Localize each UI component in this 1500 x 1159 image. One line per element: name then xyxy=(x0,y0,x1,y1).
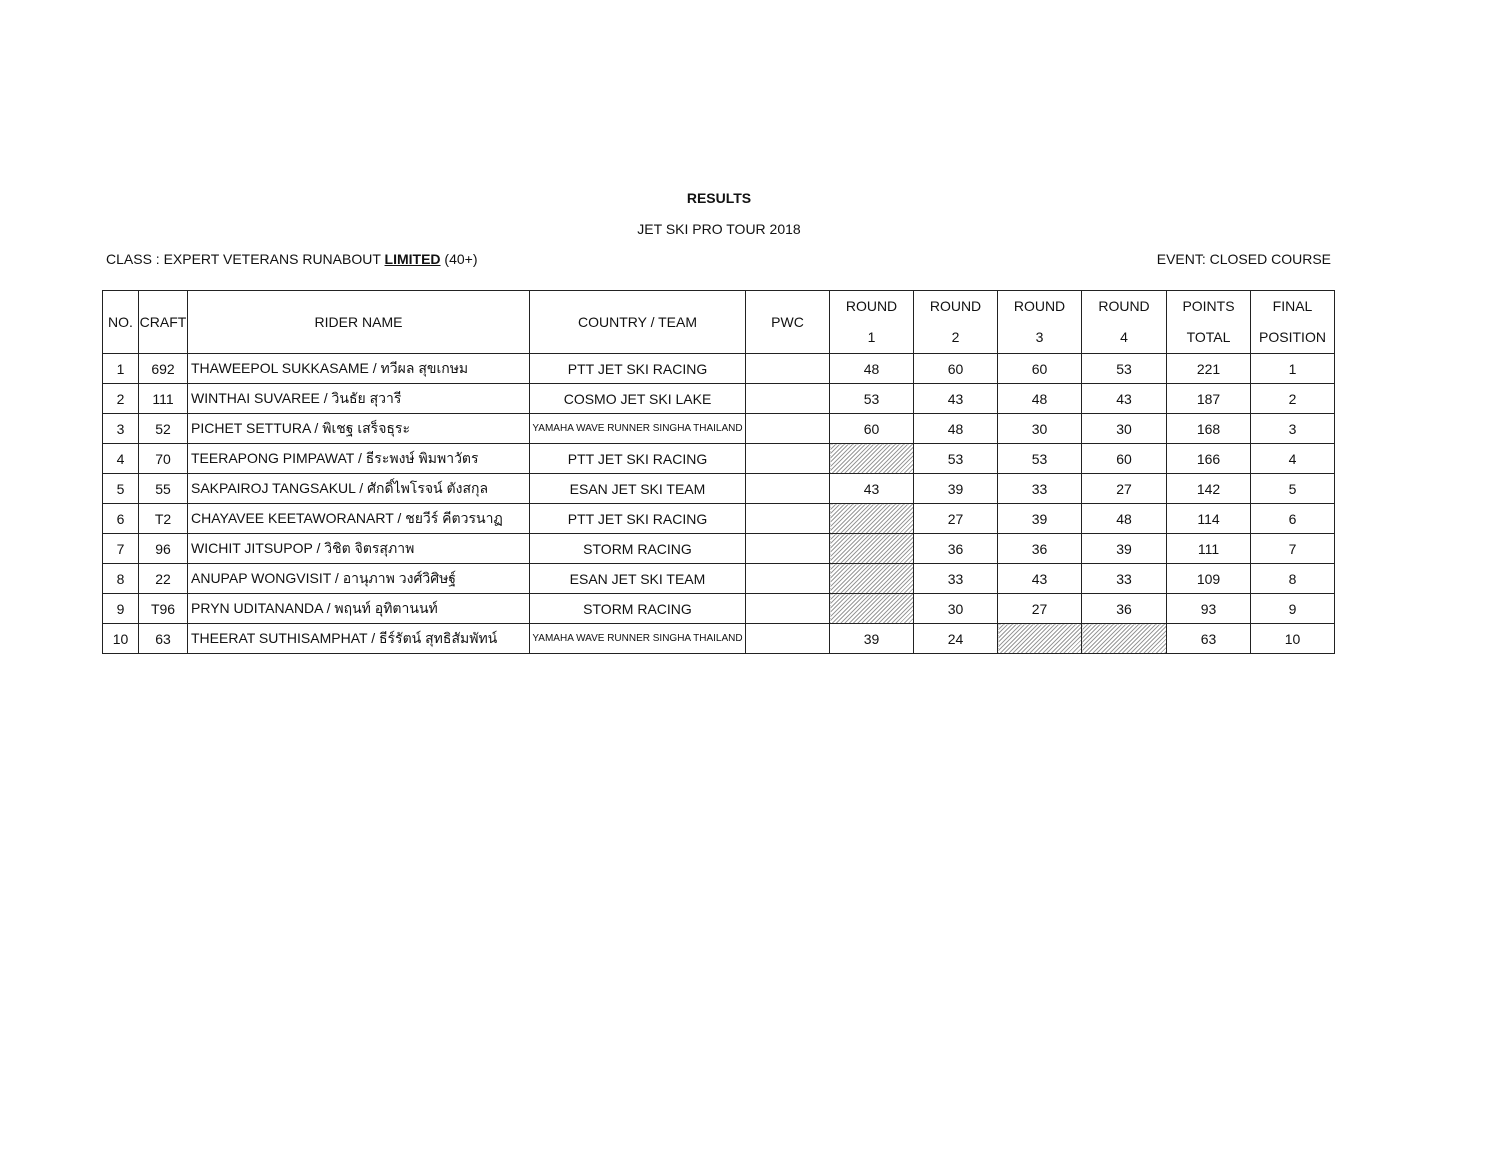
cell-final-position: 10 xyxy=(1251,624,1335,654)
cell-final-position: 9 xyxy=(1251,594,1335,624)
cell-points-total: 168 xyxy=(1167,414,1251,444)
cell-round-2: 30 xyxy=(914,594,998,624)
cell-round-3: 43 xyxy=(998,564,1082,594)
cell-round-1: 43 xyxy=(830,474,914,504)
cell-final-position: 1 xyxy=(1251,354,1335,384)
cell-pwc xyxy=(746,564,830,594)
cell-pwc xyxy=(746,474,830,504)
cell-round-3: 60 xyxy=(998,354,1082,384)
table-row xyxy=(103,444,1335,474)
header-round-2-number: 2 xyxy=(951,329,960,345)
header-round-3-label: ROUND xyxy=(1013,298,1066,314)
header-round-1 xyxy=(830,291,914,354)
cell-round-2: 36 xyxy=(914,534,998,564)
cell-round-4: 48 xyxy=(1082,504,1167,534)
cell-points-total: 142 xyxy=(1167,474,1251,504)
cell-no: 9 xyxy=(103,594,139,624)
cell-final-position: 3 xyxy=(1251,414,1335,444)
cell-round-2: 27 xyxy=(914,504,998,534)
cell-pwc xyxy=(746,384,830,414)
cell-country-team: COSMO JET SKI LAKE xyxy=(530,384,746,414)
cell-points-total: 93 xyxy=(1167,594,1251,624)
cell-final-position: 2 xyxy=(1251,384,1335,414)
cell-no: 6 xyxy=(103,504,139,534)
cell-rider-name: ANUPAP WONGVISIT / อานุภาพ วงศ์วิศิษฐ์ xyxy=(188,564,530,594)
cell-round-3: 48 xyxy=(998,384,1082,414)
cell-round-2: 43 xyxy=(914,384,998,414)
cell-rider-name: PICHET SETTURA / พิเชฐ เสร็จธุระ xyxy=(188,414,530,444)
page-subtitle: JET SKI PRO TOUR 2018 xyxy=(637,221,801,237)
header-country-team: COUNTRY / TEAM xyxy=(530,291,746,354)
cell-pwc xyxy=(746,444,830,474)
cell-craft: 63 xyxy=(139,624,188,654)
class-info xyxy=(106,251,478,267)
cell-craft: 692 xyxy=(139,354,188,384)
cell-round-3: 30 xyxy=(998,414,1082,444)
header-position-label: POSITION xyxy=(1259,329,1326,345)
table-row xyxy=(103,504,1335,534)
cell-final-position: 8 xyxy=(1251,564,1335,594)
cell-round-1: 48 xyxy=(830,354,914,384)
cell-round-4-hatched xyxy=(1082,624,1167,654)
cell-round-4: 43 xyxy=(1082,384,1167,414)
cell-country-team: STORM RACING xyxy=(530,534,746,564)
cell-round-3: 36 xyxy=(998,534,1082,564)
cell-round-2: 33 xyxy=(914,564,998,594)
page-title: RESULTS xyxy=(686,190,752,206)
event-info: EVENT: CLOSED COURSE xyxy=(1156,251,1331,267)
table-row xyxy=(103,594,1335,624)
header-round-4-label: ROUND xyxy=(1098,298,1150,314)
header-craft: CRAFT xyxy=(139,291,188,354)
cell-round-3: 53 xyxy=(998,444,1082,474)
cell-round-4: 39 xyxy=(1082,534,1167,564)
cell-no: 7 xyxy=(103,534,139,564)
class-info-prefix: CLASS : EXPERT VETERANS RUNABOUT xyxy=(106,251,385,267)
cell-country-team: ESAN JET SKI TEAM xyxy=(530,474,746,504)
table-row xyxy=(103,564,1335,594)
cell-country-team: PTT JET SKI RACING xyxy=(530,354,746,384)
cell-country-team: PTT JET SKI RACING xyxy=(530,444,746,474)
cell-pwc xyxy=(746,414,830,444)
results-body xyxy=(103,354,1335,654)
cell-craft: 96 xyxy=(139,534,188,564)
cell-points-total: 109 xyxy=(1167,564,1251,594)
cell-round-1: 39 xyxy=(830,624,914,654)
cell-rider-name: PRYN UDITANANDA / พฤนท์ อุทิตานนท์ xyxy=(188,594,530,624)
cell-no: 2 xyxy=(103,384,139,414)
cell-round-2: 24 xyxy=(914,624,998,654)
cell-round-1-hatched xyxy=(830,534,914,564)
cell-round-1: 60 xyxy=(830,414,914,444)
header-points-total xyxy=(1167,291,1251,354)
cell-no: 3 xyxy=(103,414,139,444)
cell-round-1-hatched xyxy=(830,594,914,624)
cell-pwc xyxy=(746,534,830,564)
table-row xyxy=(103,474,1335,504)
cell-round-4: 27 xyxy=(1082,474,1167,504)
cell-no: 5 xyxy=(103,474,139,504)
header-round-3 xyxy=(998,291,1082,354)
cell-craft: 55 xyxy=(139,474,188,504)
cell-country-team: YAMAHA WAVE RUNNER SINGHA THAILAND xyxy=(530,414,746,444)
header-final-position xyxy=(1251,291,1335,354)
cell-round-4: 30 xyxy=(1082,414,1167,444)
cell-pwc xyxy=(746,504,830,534)
cell-round-1: 53 xyxy=(830,384,914,414)
header-final-label: FINAL xyxy=(1272,298,1313,314)
cell-rider-name: WICHIT JITSUPOP / วิชิต จิตรสุภาพ xyxy=(188,534,530,564)
cell-country-team: YAMAHA WAVE RUNNER SINGHA THAILAND xyxy=(530,624,746,654)
header-pwc: PWC xyxy=(746,291,830,354)
cell-round-2: 48 xyxy=(914,414,998,444)
cell-no: 1 xyxy=(103,354,139,384)
cell-points-total: 63 xyxy=(1167,624,1251,654)
cell-round-4: 53 xyxy=(1082,354,1167,384)
cell-craft: T2 xyxy=(139,504,188,534)
cell-rider-name: WINTHAI SUVAREE / วินธัย สุวารี xyxy=(188,384,530,414)
cell-country-team: PTT JET SKI RACING xyxy=(530,504,746,534)
class-info-emphasis: LIMITED xyxy=(384,251,441,267)
cell-points-total: 111 xyxy=(1167,534,1251,564)
header-round-2-label: ROUND xyxy=(929,298,982,314)
cell-rider-name: CHAYAVEE KEETAWORANART / ชยวีร์ คีตวรนาฏ xyxy=(188,504,530,534)
cell-pwc xyxy=(746,594,830,624)
header-points-label: POINTS xyxy=(1182,298,1235,314)
header-round-4 xyxy=(1082,291,1167,354)
table-row xyxy=(103,354,1335,384)
table-row xyxy=(103,414,1335,444)
header-round-1-label: ROUND xyxy=(845,298,898,314)
cell-craft: 52 xyxy=(139,414,188,444)
cell-round-1-hatched xyxy=(830,564,914,594)
cell-final-position: 4 xyxy=(1251,444,1335,474)
header-round-3-number: 3 xyxy=(1035,329,1044,345)
cell-no: 4 xyxy=(103,444,139,474)
header-no: NO. xyxy=(103,291,139,354)
cell-round-2: 39 xyxy=(914,474,998,504)
cell-final-position: 5 xyxy=(1251,474,1335,504)
results-table xyxy=(102,290,1335,654)
header-row xyxy=(103,291,1335,354)
cell-country-team: ESAN JET SKI TEAM xyxy=(530,564,746,594)
cell-round-4: 36 xyxy=(1082,594,1167,624)
cell-round-3-hatched xyxy=(998,624,1082,654)
cell-round-4: 33 xyxy=(1082,564,1167,594)
cell-round-3: 27 xyxy=(998,594,1082,624)
cell-round-2: 60 xyxy=(914,354,998,384)
header-round-4-number: 4 xyxy=(1120,329,1128,345)
header-round-2 xyxy=(914,291,998,354)
cell-round-2: 53 xyxy=(914,444,998,474)
header-round-1-number: 1 xyxy=(867,329,876,345)
cell-round-4: 60 xyxy=(1082,444,1167,474)
table-row xyxy=(103,534,1335,564)
cell-rider-name: SAKPAIROJ TANGSAKUL / ศักดิ์ไพโรจน์ ตังสกุล xyxy=(188,474,530,504)
cell-round-3: 33 xyxy=(998,474,1082,504)
cell-points-total: 166 xyxy=(1167,444,1251,474)
cell-no: 8 xyxy=(103,564,139,594)
cell-final-position: 7 xyxy=(1251,534,1335,564)
cell-round-1-hatched xyxy=(830,444,914,474)
cell-points-total: 114 xyxy=(1167,504,1251,534)
cell-final-position: 6 xyxy=(1251,504,1335,534)
header-rider-name: RIDER NAME xyxy=(188,291,530,354)
cell-rider-name: TEERAPONG PIMPAWAT / ธีระพงษ์ พิมพาวัตร xyxy=(188,444,530,474)
cell-rider-name: THAWEEPOL SUKKASAME / ทวีผล สุขเกษม xyxy=(188,354,530,384)
cell-craft: 70 xyxy=(139,444,188,474)
table-row xyxy=(103,384,1335,414)
table-row xyxy=(103,624,1335,654)
cell-points-total: 221 xyxy=(1167,354,1251,384)
cell-rider-name: THEERAT SUTHISAMPHAT / ธีร์รัตน์ สุทธิสัมพัทน์ xyxy=(188,624,530,654)
cell-pwc xyxy=(746,354,830,384)
cell-craft: T96 xyxy=(139,594,188,624)
cell-country-team: STORM RACING xyxy=(530,594,746,624)
cell-craft: 22 xyxy=(139,564,188,594)
cell-round-3: 39 xyxy=(998,504,1082,534)
cell-round-1-hatched xyxy=(830,504,914,534)
header-total-label: TOTAL xyxy=(1186,329,1231,345)
cell-pwc xyxy=(746,624,830,654)
cell-points-total: 187 xyxy=(1167,384,1251,414)
cell-no: 10 xyxy=(103,624,139,654)
cell-craft: 111 xyxy=(139,384,188,414)
class-info-suffix: (40+) xyxy=(440,251,478,267)
